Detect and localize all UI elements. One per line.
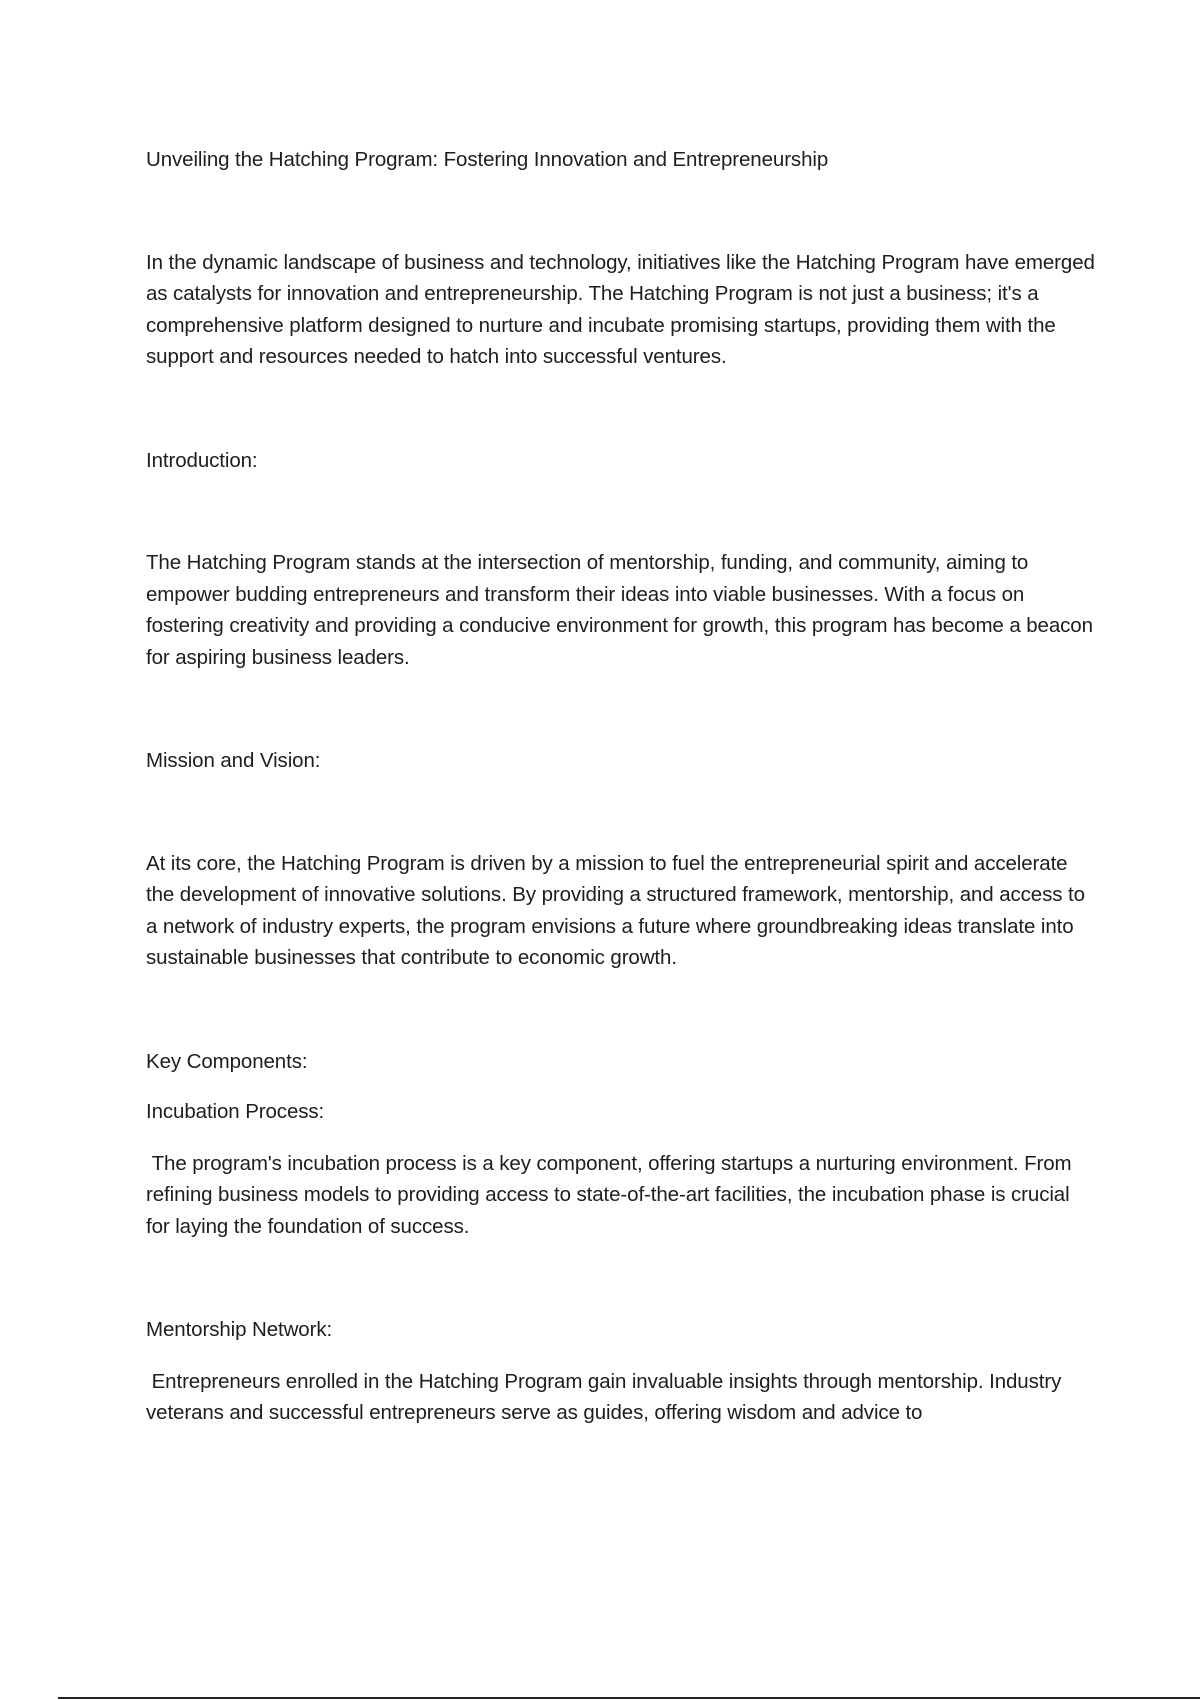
section-heading-mission-vision: Mission and Vision: xyxy=(146,749,321,772)
section-body-mission-vision: At its core, the Hatching Program is driven by a mission to fuel the entrepreneurial spirit and accelerate the development of innovative solutions. By providing a structured framework, mentorship, and access to a network of industry experts, the program envisions a future where groundbreaking ideas translate into sustainable businesses that contribute to economic growth. xyxy=(146,851,1085,969)
section-body-introduction: The Hatching Program stands at the intersection of mentorship, funding, and community, aiming to empower budding entrepreneurs and transform their ideas into viable businesses. With a focus on fostering creativity and providing a conducive environment for growth, this program has become a beacon for aspiring business leaders. xyxy=(146,551,1093,669)
section-heading-introduction: Introduction: xyxy=(146,448,258,472)
section-heading-key-components: Key Components: xyxy=(146,1049,308,1073)
document-content xyxy=(146,144,1096,1429)
subsection-body-mentorship: Entrepreneurs enrolled in the Hatching Program gain invaluable insights through mentorship. Industry veterans and successful entrepreneurs serve as guides, offering wisdom and advice to xyxy=(146,1369,1062,1424)
subsection-body-incubation: The program's incubation process is a key component, offering startups a nurturing environment. From refining business models to providing access to state-of-the-art facilities, the incubation phase is crucial for laying the foundation of success. xyxy=(146,1151,1072,1238)
page-bottom-rule xyxy=(58,1697,1200,1699)
document-title: Unveiling the Hatching Program: Fostering Innovation and Entrepreneurship xyxy=(146,148,829,171)
intro-paragraph: In the dynamic landscape of business and technology, initiatives like the Hatching Program have emerged as catalysts for innovation and entrepreneurship. The Hatching Program is not just a business; it's a comprehensive platform designed to nurture and incubate promising startups, providing them with the support and resources needed to hatch into successful ventures. xyxy=(146,250,1095,368)
subsection-heading-incubation: Incubation Process: xyxy=(146,1100,325,1123)
subsection-heading-mentorship: Mentorship Network: xyxy=(146,1318,333,1341)
